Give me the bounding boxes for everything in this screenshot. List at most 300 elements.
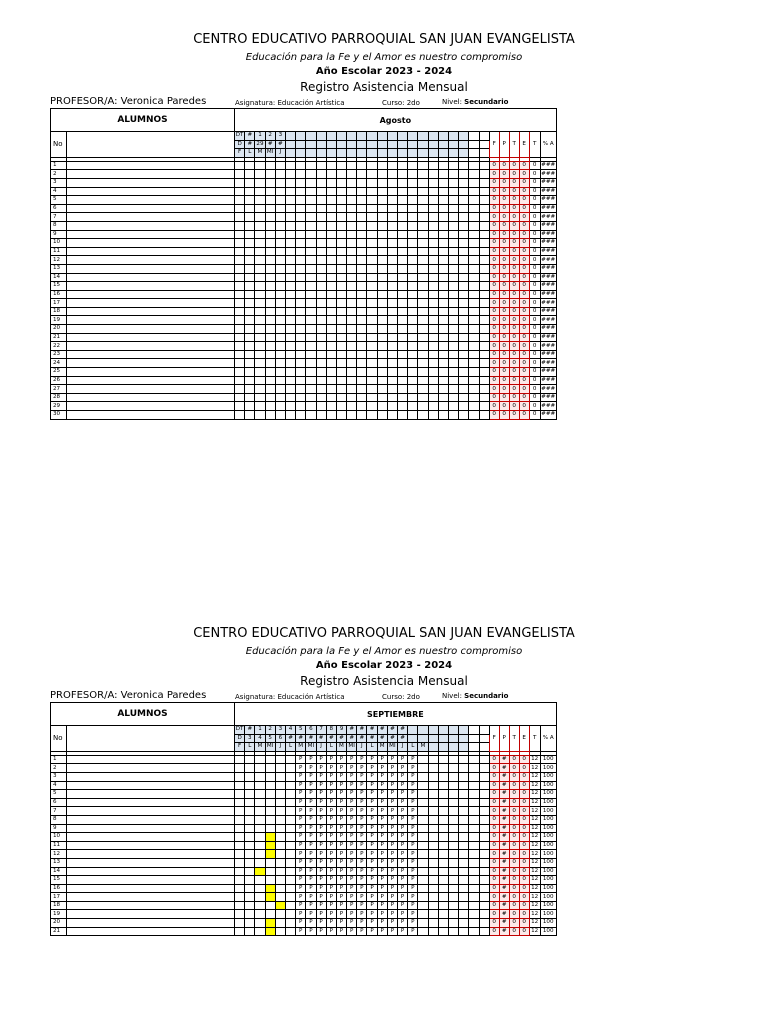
attendance-cell[interactable] [275, 316, 285, 325]
attendance-cell[interactable]: P [408, 807, 418, 816]
attendance-cell[interactable] [418, 333, 428, 342]
attendance-cell[interactable] [336, 368, 346, 377]
attendance-cell[interactable] [387, 204, 397, 213]
attendance-cell[interactable] [357, 221, 367, 230]
attendance-cell[interactable] [469, 376, 479, 385]
attendance-cell[interactable]: P [316, 858, 326, 867]
attendance-cell[interactable] [479, 256, 489, 265]
attendance-cell[interactable]: P [408, 910, 418, 919]
attendance-cell[interactable] [316, 213, 326, 222]
attendance-cell[interactable] [336, 204, 346, 213]
attendance-cell[interactable] [357, 264, 367, 273]
attendance-cell[interactable] [459, 178, 469, 187]
attendance-cell[interactable] [387, 411, 397, 420]
attendance-cell[interactable] [245, 178, 255, 187]
attendance-cell[interactable] [367, 256, 377, 265]
attendance-cell[interactable] [357, 342, 367, 351]
attendance-cell[interactable]: P [408, 884, 418, 893]
attendance-cell[interactable] [316, 161, 326, 170]
attendance-cell[interactable] [326, 411, 336, 420]
attendance-cell[interactable]: P [387, 901, 397, 910]
attendance-cell[interactable] [357, 247, 367, 256]
attendance-cell[interactable] [255, 927, 265, 936]
attendance-cell[interactable] [398, 359, 408, 368]
attendance-cell[interactable] [245, 368, 255, 377]
attendance-cell[interactable] [438, 798, 448, 807]
attendance-cell[interactable] [387, 290, 397, 299]
attendance-cell[interactable] [255, 239, 265, 248]
attendance-cell[interactable] [459, 807, 469, 816]
attendance-cell[interactable] [326, 368, 336, 377]
attendance-cell[interactable]: P [306, 910, 316, 919]
attendance-cell[interactable] [387, 196, 397, 205]
attendance-cell[interactable] [255, 230, 265, 239]
attendance-cell[interactable] [377, 256, 387, 265]
attendance-cell[interactable] [428, 884, 438, 893]
attendance-cell[interactable] [448, 884, 458, 893]
attendance-cell[interactable] [469, 204, 479, 213]
attendance-cell[interactable] [459, 402, 469, 411]
attendance-cell[interactable] [418, 239, 428, 248]
attendance-cell[interactable]: P [306, 833, 316, 842]
attendance-cell[interactable] [347, 368, 357, 377]
attendance-cell[interactable] [285, 824, 295, 833]
attendance-cell[interactable] [285, 316, 295, 325]
attendance-cell[interactable] [296, 178, 306, 187]
attendance-cell[interactable] [418, 910, 428, 919]
attendance-cell[interactable]: P [357, 867, 367, 876]
attendance-cell[interactable] [235, 393, 245, 402]
attendance-cell[interactable] [326, 402, 336, 411]
attendance-cell[interactable]: P [387, 858, 397, 867]
attendance-cell[interactable]: P [296, 807, 306, 816]
attendance-cell[interactable] [438, 230, 448, 239]
attendance-cell[interactable] [469, 411, 479, 420]
attendance-cell[interactable]: P [367, 884, 377, 893]
attendance-cell[interactable]: P [347, 798, 357, 807]
attendance-cell[interactable]: P [398, 815, 408, 824]
attendance-cell[interactable] [255, 221, 265, 230]
attendance-cell[interactable]: P [367, 850, 377, 859]
attendance-cell[interactable] [275, 187, 285, 196]
attendance-cell[interactable] [285, 764, 295, 773]
attendance-cell[interactable]: P [306, 815, 316, 824]
attendance-cell[interactable] [336, 342, 346, 351]
attendance-cell[interactable]: P [377, 901, 387, 910]
attendance-cell[interactable] [408, 187, 418, 196]
attendance-cell[interactable] [235, 919, 245, 928]
attendance-cell[interactable] [275, 755, 285, 764]
attendance-cell[interactable] [245, 221, 255, 230]
attendance-cell[interactable] [459, 359, 469, 368]
attendance-cell[interactable] [428, 290, 438, 299]
attendance-cell[interactable] [336, 316, 346, 325]
attendance-cell[interactable] [235, 213, 245, 222]
attendance-cell[interactable]: P [316, 772, 326, 781]
student-name-cell[interactable] [67, 161, 235, 170]
attendance-cell[interactable] [418, 316, 428, 325]
attendance-cell[interactable] [316, 196, 326, 205]
attendance-cell[interactable] [275, 385, 285, 394]
attendance-cell[interactable] [347, 359, 357, 368]
attendance-cell[interactable] [316, 307, 326, 316]
attendance-cell[interactable] [438, 376, 448, 385]
attendance-cell[interactable] [357, 170, 367, 179]
attendance-cell[interactable] [255, 170, 265, 179]
attendance-cell[interactable] [326, 213, 336, 222]
attendance-cell[interactable] [418, 772, 428, 781]
attendance-cell[interactable]: P [316, 807, 326, 816]
attendance-cell[interactable] [245, 170, 255, 179]
attendance-cell[interactable] [448, 901, 458, 910]
attendance-cell[interactable] [275, 299, 285, 308]
attendance-cell[interactable] [275, 402, 285, 411]
attendance-cell[interactable] [448, 264, 458, 273]
attendance-cell[interactable] [306, 282, 316, 291]
attendance-cell[interactable] [479, 247, 489, 256]
attendance-cell[interactable] [387, 161, 397, 170]
attendance-cell[interactable] [275, 161, 285, 170]
attendance-cell[interactable]: P [408, 901, 418, 910]
attendance-cell[interactable] [448, 170, 458, 179]
attendance-cell[interactable]: P [387, 927, 397, 936]
student-name-cell[interactable] [67, 781, 235, 790]
attendance-cell[interactable]: P [306, 824, 316, 833]
attendance-cell[interactable]: P [387, 764, 397, 773]
attendance-cell[interactable] [235, 824, 245, 833]
attendance-cell[interactable]: P [387, 772, 397, 781]
student-name-cell[interactable] [67, 299, 235, 308]
attendance-cell[interactable] [428, 359, 438, 368]
attendance-cell[interactable]: P [347, 867, 357, 876]
attendance-cell[interactable]: P [408, 893, 418, 902]
attendance-cell[interactable] [296, 316, 306, 325]
student-name-cell[interactable] [67, 307, 235, 316]
attendance-cell[interactable]: P [398, 807, 408, 816]
attendance-cell[interactable] [418, 798, 428, 807]
attendance-cell[interactable] [479, 393, 489, 402]
attendance-cell[interactable]: P [408, 850, 418, 859]
attendance-cell[interactable]: P [306, 876, 316, 885]
attendance-cell[interactable] [418, 256, 428, 265]
attendance-cell[interactable] [347, 342, 357, 351]
attendance-cell[interactable] [448, 213, 458, 222]
attendance-cell[interactable] [469, 858, 479, 867]
attendance-cell[interactable] [428, 393, 438, 402]
attendance-cell[interactable] [255, 402, 265, 411]
attendance-cell[interactable] [428, 901, 438, 910]
attendance-cell[interactable] [438, 204, 448, 213]
attendance-cell[interactable] [418, 841, 428, 850]
attendance-cell[interactable] [479, 884, 489, 893]
attendance-cell[interactable]: P [326, 884, 336, 893]
attendance-cell[interactable] [235, 755, 245, 764]
attendance-cell[interactable]: P [357, 927, 367, 936]
attendance-cell[interactable] [479, 858, 489, 867]
attendance-cell[interactable]: P [336, 901, 346, 910]
attendance-cell[interactable] [459, 316, 469, 325]
attendance-cell[interactable] [255, 178, 265, 187]
attendance-cell[interactable] [459, 196, 469, 205]
attendance-cell[interactable] [408, 402, 418, 411]
attendance-cell[interactable]: P [387, 824, 397, 833]
attendance-cell[interactable] [255, 919, 265, 928]
attendance-cell[interactable] [438, 161, 448, 170]
attendance-cell[interactable] [448, 841, 458, 850]
attendance-cell[interactable] [438, 333, 448, 342]
attendance-cell[interactable] [336, 161, 346, 170]
attendance-cell[interactable] [418, 376, 428, 385]
attendance-cell[interactable] [448, 221, 458, 230]
student-name-cell[interactable] [67, 213, 235, 222]
attendance-cell[interactable] [306, 359, 316, 368]
attendance-cell[interactable] [275, 927, 285, 936]
attendance-cell[interactable] [469, 919, 479, 928]
attendance-cell[interactable] [469, 910, 479, 919]
attendance-cell[interactable] [316, 393, 326, 402]
attendance-cell[interactable] [275, 325, 285, 334]
attendance-cell[interactable] [265, 858, 275, 867]
attendance-cell[interactable] [448, 325, 458, 334]
attendance-cell[interactable] [418, 927, 428, 936]
attendance-cell[interactable] [469, 781, 479, 790]
attendance-cell[interactable] [357, 299, 367, 308]
attendance-cell[interactable]: P [398, 858, 408, 867]
attendance-cell[interactable] [296, 264, 306, 273]
attendance-cell[interactable]: P [326, 876, 336, 885]
attendance-cell[interactable] [438, 790, 448, 799]
attendance-cell[interactable] [398, 213, 408, 222]
attendance-cell[interactable]: P [367, 927, 377, 936]
attendance-cell[interactable] [448, 196, 458, 205]
attendance-cell[interactable] [398, 221, 408, 230]
attendance-cell[interactable] [398, 230, 408, 239]
attendance-cell[interactable] [469, 325, 479, 334]
attendance-cell[interactable] [285, 790, 295, 799]
attendance-cell[interactable]: P [296, 919, 306, 928]
attendance-cell[interactable]: P [387, 790, 397, 799]
attendance-cell[interactable] [255, 876, 265, 885]
attendance-cell[interactable] [275, 368, 285, 377]
attendance-cell[interactable]: P [296, 764, 306, 773]
attendance-cell[interactable] [326, 350, 336, 359]
attendance-cell[interactable] [275, 841, 285, 850]
attendance-cell[interactable] [387, 333, 397, 342]
attendance-cell[interactable] [255, 316, 265, 325]
attendance-cell[interactable] [296, 342, 306, 351]
attendance-cell[interactable] [479, 755, 489, 764]
attendance-cell[interactable] [336, 299, 346, 308]
attendance-cell[interactable] [428, 867, 438, 876]
attendance-cell[interactable] [245, 910, 255, 919]
attendance-cell[interactable]: P [408, 781, 418, 790]
attendance-cell[interactable] [428, 273, 438, 282]
attendance-cell[interactable]: P [306, 919, 316, 928]
attendance-cell[interactable] [275, 204, 285, 213]
attendance-cell[interactable]: P [306, 790, 316, 799]
attendance-cell[interactable] [235, 910, 245, 919]
attendance-cell[interactable] [408, 307, 418, 316]
student-name-cell[interactable] [67, 798, 235, 807]
attendance-cell[interactable] [245, 325, 255, 334]
attendance-cell[interactable] [428, 927, 438, 936]
attendance-cell[interactable] [459, 230, 469, 239]
attendance-cell[interactable]: P [347, 850, 357, 859]
attendance-cell[interactable] [285, 368, 295, 377]
attendance-cell[interactable] [377, 170, 387, 179]
attendance-cell[interactable] [316, 230, 326, 239]
attendance-cell[interactable]: P [377, 772, 387, 781]
attendance-cell[interactable]: P [408, 841, 418, 850]
attendance-cell[interactable] [459, 221, 469, 230]
attendance-cell[interactable] [285, 385, 295, 394]
attendance-cell[interactable]: P [408, 824, 418, 833]
attendance-cell[interactable] [459, 841, 469, 850]
attendance-cell[interactable] [398, 290, 408, 299]
attendance-cell[interactable]: P [387, 919, 397, 928]
attendance-cell[interactable] [255, 359, 265, 368]
attendance-cell[interactable] [418, 161, 428, 170]
attendance-cell[interactable]: P [377, 927, 387, 936]
attendance-cell[interactable] [296, 307, 306, 316]
attendance-cell[interactable] [326, 170, 336, 179]
attendance-cell[interactable]: P [306, 884, 316, 893]
attendance-cell[interactable] [255, 815, 265, 824]
attendance-cell[interactable] [469, 876, 479, 885]
attendance-cell[interactable]: P [357, 824, 367, 833]
attendance-cell[interactable] [418, 273, 428, 282]
attendance-cell[interactable] [448, 876, 458, 885]
attendance-cell[interactable] [316, 333, 326, 342]
attendance-cell[interactable] [448, 239, 458, 248]
attendance-cell[interactable]: P [296, 867, 306, 876]
attendance-cell[interactable] [367, 342, 377, 351]
attendance-cell[interactable] [245, 411, 255, 420]
attendance-cell[interactable] [235, 411, 245, 420]
attendance-cell[interactable] [265, 316, 275, 325]
attendance-cell[interactable] [479, 178, 489, 187]
attendance-cell[interactable]: P [306, 850, 316, 859]
attendance-cell[interactable] [265, 764, 275, 773]
attendance-cell[interactable] [448, 807, 458, 816]
attendance-cell[interactable] [438, 170, 448, 179]
attendance-cell[interactable]: P [326, 772, 336, 781]
attendance-cell[interactable] [448, 316, 458, 325]
attendance-cell[interactable] [398, 342, 408, 351]
attendance-cell[interactable] [347, 307, 357, 316]
attendance-cell[interactable] [438, 841, 448, 850]
attendance-cell[interactable] [398, 411, 408, 420]
attendance-cell[interactable] [275, 342, 285, 351]
attendance-cell[interactable] [428, 790, 438, 799]
attendance-cell[interactable]: P [336, 858, 346, 867]
attendance-cell[interactable] [469, 350, 479, 359]
attendance-cell[interactable] [326, 333, 336, 342]
attendance-cell[interactable] [347, 376, 357, 385]
attendance-cell[interactable] [448, 299, 458, 308]
attendance-cell[interactable]: P [316, 927, 326, 936]
attendance-cell[interactable]: P [306, 755, 316, 764]
attendance-cell[interactable] [255, 393, 265, 402]
attendance-cell[interactable] [377, 402, 387, 411]
attendance-cell[interactable] [438, 772, 448, 781]
attendance-cell[interactable] [285, 910, 295, 919]
attendance-cell[interactable] [285, 876, 295, 885]
attendance-cell[interactable] [357, 256, 367, 265]
attendance-cell[interactable] [275, 772, 285, 781]
attendance-cell[interactable] [367, 402, 377, 411]
attendance-cell[interactable]: P [398, 850, 408, 859]
attendance-cell[interactable]: P [357, 755, 367, 764]
attendance-cell[interactable] [316, 264, 326, 273]
attendance-cell[interactable] [387, 307, 397, 316]
attendance-cell[interactable] [285, 402, 295, 411]
attendance-cell[interactable] [275, 178, 285, 187]
attendance-cell[interactable] [459, 273, 469, 282]
attendance-cell[interactable] [336, 178, 346, 187]
attendance-cell[interactable]: P [326, 919, 336, 928]
student-name-cell[interactable] [67, 833, 235, 842]
attendance-cell[interactable] [428, 299, 438, 308]
attendance-cell[interactable] [265, 368, 275, 377]
attendance-cell[interactable] [469, 790, 479, 799]
attendance-cell[interactable] [245, 927, 255, 936]
attendance-cell[interactable]: P [357, 790, 367, 799]
attendance-cell[interactable] [235, 867, 245, 876]
attendance-cell[interactable] [448, 919, 458, 928]
attendance-cell[interactable] [255, 790, 265, 799]
attendance-cell[interactable] [459, 256, 469, 265]
attendance-cell[interactable] [377, 376, 387, 385]
attendance-cell[interactable] [469, 299, 479, 308]
attendance-cell[interactable] [336, 213, 346, 222]
attendance-cell[interactable] [336, 221, 346, 230]
attendance-cell[interactable] [459, 264, 469, 273]
attendance-cell[interactable] [408, 273, 418, 282]
attendance-cell[interactable] [357, 290, 367, 299]
attendance-cell[interactable] [479, 919, 489, 928]
attendance-cell[interactable] [306, 187, 316, 196]
attendance-cell[interactable] [459, 299, 469, 308]
attendance-cell[interactable] [296, 368, 306, 377]
attendance-cell[interactable] [285, 901, 295, 910]
attendance-cell[interactable] [265, 755, 275, 764]
attendance-cell[interactable] [418, 790, 428, 799]
attendance-cell[interactable] [306, 256, 316, 265]
attendance-cell[interactable] [255, 342, 265, 351]
attendance-cell[interactable] [336, 359, 346, 368]
attendance-cell[interactable] [438, 282, 448, 291]
attendance-cell[interactable] [428, 772, 438, 781]
attendance-cell[interactable] [316, 376, 326, 385]
attendance-cell[interactable] [398, 307, 408, 316]
attendance-cell[interactable] [336, 411, 346, 420]
attendance-cell[interactable] [408, 376, 418, 385]
attendance-cell[interactable] [448, 333, 458, 342]
attendance-cell[interactable] [448, 342, 458, 351]
attendance-cell[interactable] [275, 264, 285, 273]
attendance-cell[interactable] [275, 764, 285, 773]
attendance-cell[interactable]: P [367, 841, 377, 850]
attendance-cell[interactable] [428, 764, 438, 773]
attendance-cell[interactable] [245, 333, 255, 342]
attendance-cell[interactable] [245, 256, 255, 265]
attendance-cell[interactable] [408, 359, 418, 368]
attendance-cell[interactable] [469, 833, 479, 842]
attendance-cell[interactable] [347, 256, 357, 265]
attendance-cell[interactable]: P [336, 884, 346, 893]
attendance-cell[interactable] [469, 867, 479, 876]
